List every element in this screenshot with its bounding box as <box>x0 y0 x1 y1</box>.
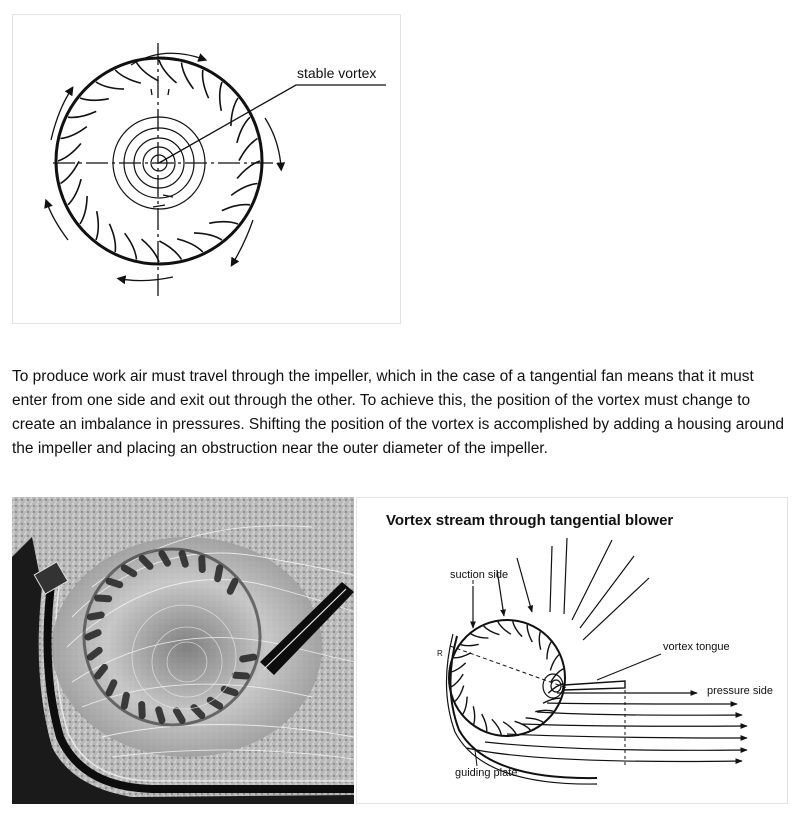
suction-side-label: suction side <box>450 569 509 581</box>
rotation-arrows <box>47 53 281 280</box>
pressure-streamlines <box>467 693 747 761</box>
stable-vortex-svg <box>13 15 400 323</box>
stable-vortex-label: stable vortex <box>297 65 377 81</box>
radius-label: R <box>437 649 443 658</box>
flow-photo-svg <box>12 497 354 804</box>
pressure-side-label: pressure side <box>707 685 774 697</box>
vortex-stream-diagram <box>356 497 788 804</box>
explanation-paragraph: To produce work air must travel through the impeller, which in the case of a tangential fan means that it must enter from one side and exit out through the other. To achieve this, the position of the vortex must change to create an imbalance in pressures. Shifting the position of the vortex is accomplished by adding a housing around the impeller and placing an obstruction near the outer diameter of the impeller. <box>12 368 785 457</box>
impeller-blades <box>58 60 260 262</box>
impeller-circle <box>449 620 565 736</box>
vortex-tongue-label: vortex tongue <box>663 641 730 653</box>
guiding-plate-label: guiding plate <box>455 767 518 779</box>
vortex-stream-svg <box>357 498 787 803</box>
stable-vortex-leader <box>159 85 386 163</box>
impeller-rim <box>56 58 262 264</box>
guiding-plate-line <box>450 636 597 778</box>
stable-vortex-diagram <box>12 14 401 324</box>
vortex-tongue-shape <box>564 681 625 690</box>
impeller-blades-diagram <box>450 621 563 734</box>
diagram-title: Vortex stream through tangential blower <box>386 512 674 529</box>
flow-visualization-photo <box>12 497 354 804</box>
